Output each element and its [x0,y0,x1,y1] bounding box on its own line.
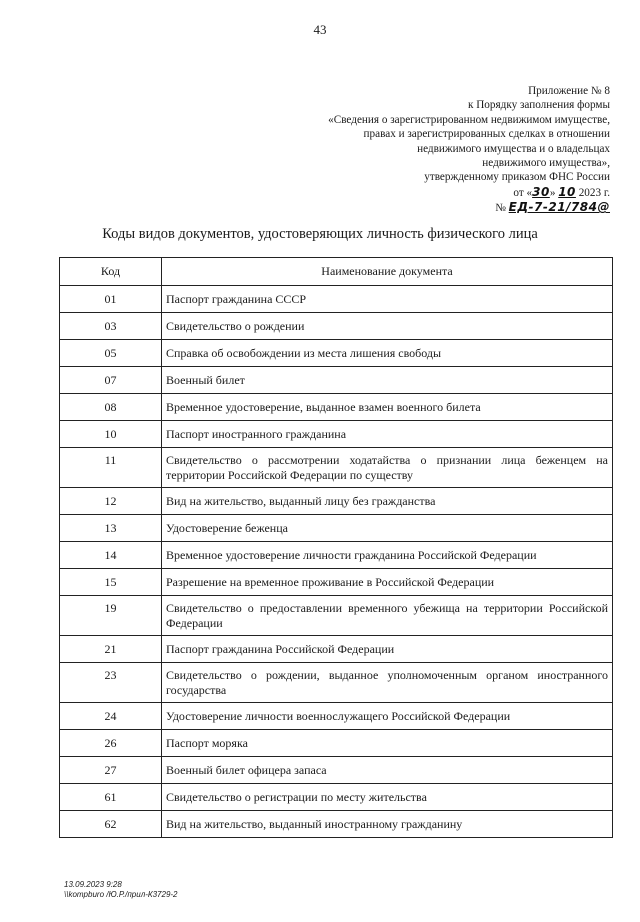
row-code: 61 [60,784,162,811]
appendix-line: «Сведения о зарегистрированном недвижимом имуществе, [328,113,610,126]
table-row [60,367,613,394]
appendix-line: утвержденному приказом ФНС России [424,171,610,184]
order-number [280,200,610,215]
header-code: Код [60,258,162,286]
appendix-block [280,84,610,216]
table-row [60,488,613,515]
row-document-name: Паспорт гражданина Российской Федерации [162,636,613,663]
row-document-name: Свидетельство о предоставлении временного убежища на территории Российской Федерации [162,596,613,636]
table-row [60,569,613,596]
row-document-name: Военный билет офицера запаса [162,757,613,784]
row-document-name: Временное удостоверение, выданное взамен военного билета [162,394,613,421]
row-code: 10 [60,421,162,448]
row-code: 19 [60,596,162,636]
handwritten-month: 10 [558,184,576,199]
table-row [60,313,613,340]
table-row [60,515,613,542]
row-document-name: Удостоверение личности военнослужащего Российской Федерации [162,703,613,730]
table-row [60,596,613,636]
date-prefix: от « [513,186,533,199]
document-title: Коды видов документов, удостоверяющих личность физического лица [102,226,538,242]
table-row [60,663,613,703]
row-document-name: Военный билет [162,367,613,394]
appendix-line: недвижимого имущества и о владельцах [417,142,610,155]
row-code: 03 [60,313,162,340]
row-document-name: Временное удостоверение личности гражданина Российской Федерации [162,542,613,569]
table-row [60,394,613,421]
row-code: 01 [60,286,162,313]
number-prefix: № [495,202,506,215]
table-row [60,703,613,730]
row-code: 15 [60,569,162,596]
row-code: 12 [60,488,162,515]
row-document-name: Вид на жительство, выданный иностранному гражданину [162,811,613,838]
row-code: 11 [60,448,162,488]
row-document-name: Свидетельство о регистрации по месту жительства [162,784,613,811]
handwritten-day: 30 [532,184,550,199]
appendix-line: недвижимого имущества», [482,157,610,170]
date-mid: » [549,186,556,199]
row-document-name: Удостоверение беженца [162,515,613,542]
header-document-name: Наименование документа [162,258,613,286]
row-document-name: Свидетельство о рассмотрении ходатайства о признании лица беженцем на территории Российской Федерации по существу [162,448,613,488]
table-row [60,421,613,448]
row-document-name: Разрешение на временное проживание в Российской Федерации [162,569,613,596]
print-timestamp: 13.09.2023 9:28 [64,880,122,889]
row-code: 21 [60,636,162,663]
row-document-name: Вид на жительство, выданный лицу без гражданства [162,488,613,515]
appendix-line: к Порядку заполнения формы [468,99,610,112]
row-code: 07 [60,367,162,394]
row-code: 13 [60,515,162,542]
row-code: 23 [60,663,162,703]
row-code: 08 [60,394,162,421]
page-number: 43 [313,22,327,37]
table-row [60,542,613,569]
row-document-name: Справка об освобождении из места лишения свободы [162,340,613,367]
row-code: 24 [60,703,162,730]
handwritten-number: ЕД-7-21/784@ [508,200,610,215]
table-row [60,340,613,367]
row-code: 27 [60,757,162,784]
table-row [60,757,613,784]
appendix-line: Приложение № 8 [528,85,610,97]
print-footer [64,880,178,900]
row-code: 62 [60,811,162,838]
order-date [280,185,610,200]
document-codes-table [59,257,613,838]
file-path: \\kompburo /Ю.Р./прил-К3729-2 [64,890,178,899]
row-code: 14 [60,542,162,569]
table-row [60,286,613,313]
table-row [60,730,613,757]
row-document-name: Свидетельство о рождении [162,313,613,340]
appendix-line: правах и зарегистрированных сделках в отношении [363,128,610,141]
row-document-name: Паспорт иностранного гражданина [162,421,613,448]
table-header-row [60,258,613,286]
table-row [60,636,613,663]
row-document-name: Свидетельство о рождении, выданное уполномоченным органом иностранного государства [162,663,613,703]
table-row [60,784,613,811]
row-code: 05 [60,340,162,367]
table-row [60,811,613,838]
row-code: 26 [60,730,162,757]
row-document-name: Паспорт моряка [162,730,613,757]
row-document-name: Паспорт гражданина СССР [162,286,613,313]
table-row [60,448,613,488]
date-year: 2023 г. [578,186,610,199]
